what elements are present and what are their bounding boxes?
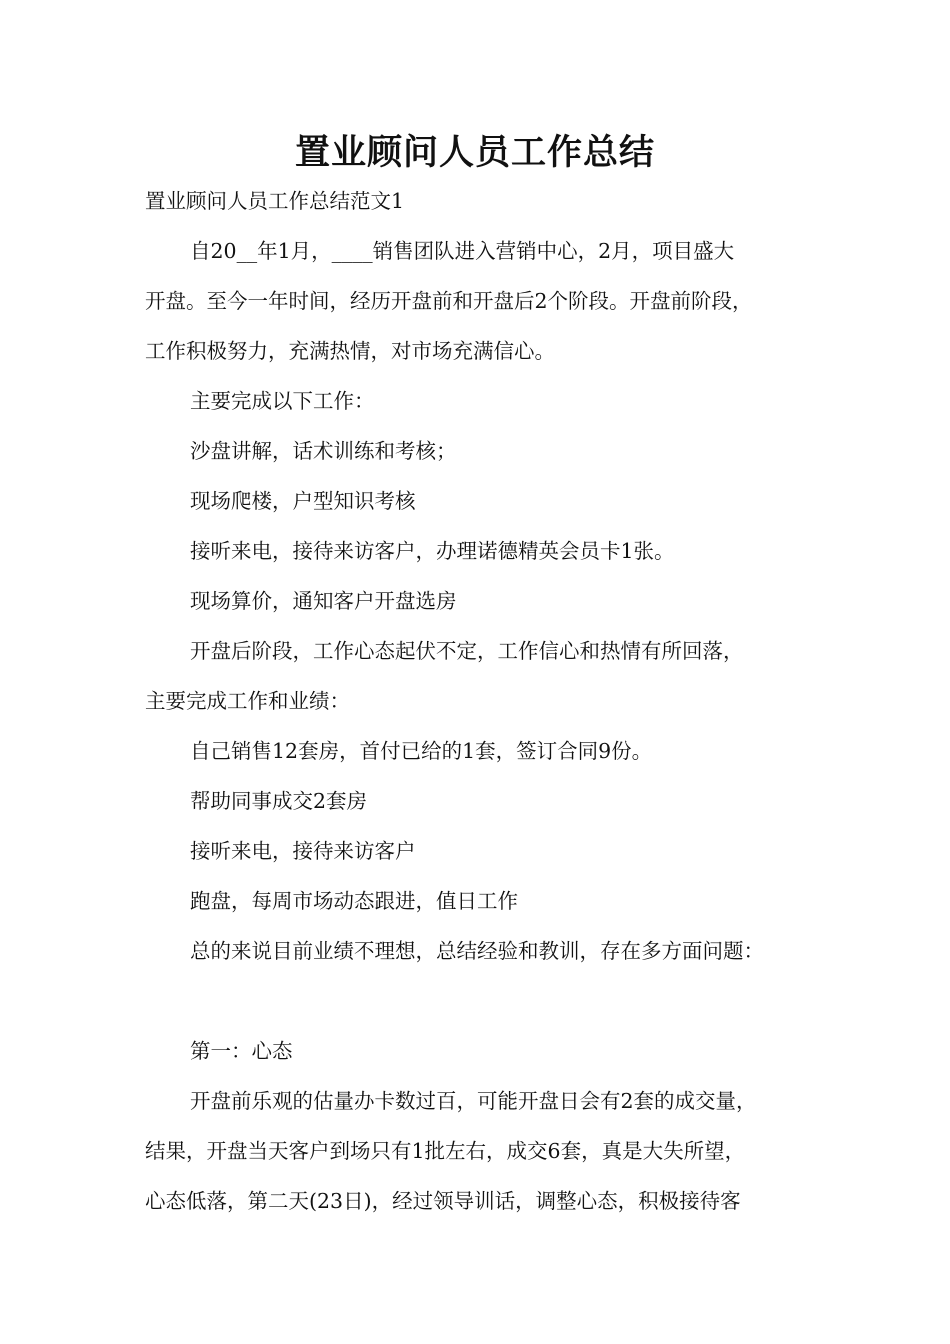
list-item: 跑盘，每周市场动态跟进，值日工作 xyxy=(190,889,518,913)
paragraph-line: 开盘前乐观的估量办卡数过百，可能开盘日会有2套的成交量， xyxy=(190,1089,757,1113)
document-title: 置业顾问人员工作总结 xyxy=(294,132,655,173)
list-item: 接听来电，接待来访客户 xyxy=(190,839,416,863)
list-item: 自己销售12套房，首付已给的1套，签订合同9份。 xyxy=(190,739,653,763)
list-item: 沙盘讲解，话术训练和考核； xyxy=(190,439,457,463)
list-item: 现场算价，通知客户开盘选房 xyxy=(190,589,457,613)
paragraph-line: 主要完成以下工作： xyxy=(190,389,375,413)
paragraph-line: 主要完成工作和业绩： xyxy=(145,689,350,713)
paragraph-line: 工作积极努力，充满热情，对市场充满信心。 xyxy=(145,339,555,363)
list-item: 接听来电，接待来访客户，办理诺德精英会员卡1张。 xyxy=(190,539,675,563)
document-subtitle: 置业顾问人员工作总结范文1 xyxy=(145,189,405,213)
paragraph-line: 心态低落，第二天(23日)，经过领导训话，调整心态，积极接待客 xyxy=(145,1189,741,1213)
list-item: 现场爬楼，户型知识考核 xyxy=(190,489,416,513)
section-heading: 第一：心态 xyxy=(190,1039,293,1063)
paragraph-line: 开盘。至今一年时间，经历开盘前和开盘后2个阶段。开盘前阶段， xyxy=(145,289,753,313)
list-item: 帮助同事成交2套房 xyxy=(190,789,368,813)
paragraph-line: 总的来说目前业绩不理想，总结经验和教训，存在多方面问题： xyxy=(190,939,764,963)
paragraph-line: 自20__年1月，____销售团队进入营销中心，2月，项目盛大 xyxy=(190,239,735,263)
paragraph-line: 结果，开盘当天客户到场只有1批左右，成交6套，真是大失所望， xyxy=(145,1139,746,1163)
paragraph-line: 开盘后阶段，工作心态起伏不定，工作信心和热情有所回落， xyxy=(190,639,744,663)
